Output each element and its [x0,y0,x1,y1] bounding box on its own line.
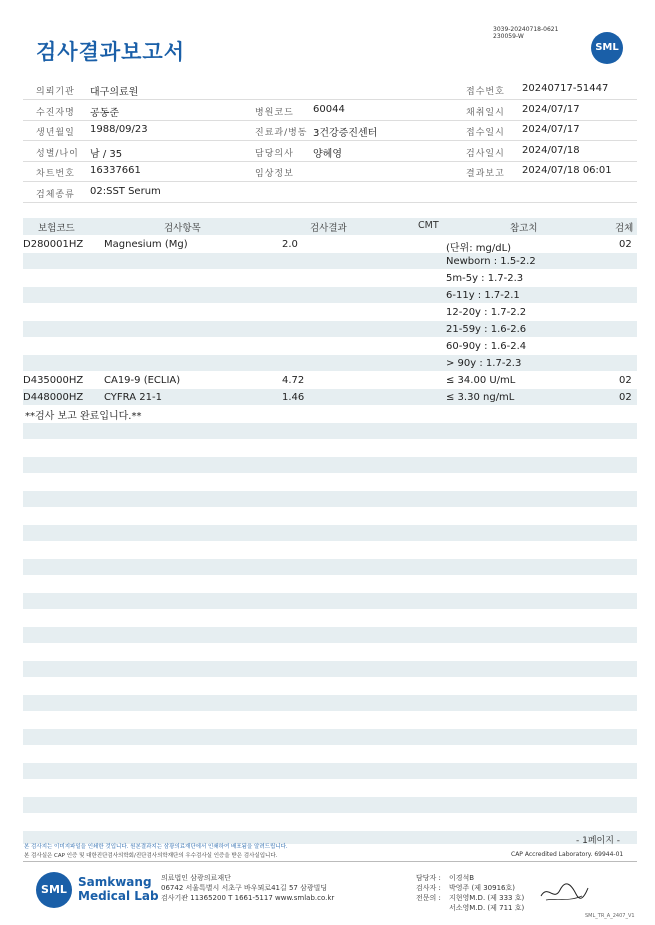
col-header-result: 검사결과 [310,223,347,234]
table-stripe [23,423,637,439]
logo-line-2: Medical Lab [78,889,159,903]
info-value: 남 / 35 [90,149,123,160]
info-label: 병원코드 [255,108,294,118]
col-header-code: 보험코드 [38,223,75,234]
staff-value: 이경석B [449,874,475,882]
table-stripe [23,253,637,269]
table-stripe [23,695,637,711]
form-code: SML_TR_A_2407_V1 [585,913,635,919]
info-row-divider [23,161,637,162]
info-label: 수진자명 [36,108,75,118]
info-label: 검체종류 [36,190,75,200]
cell-ref: (단위: mg/dL) [446,243,512,254]
cell-ref: Newborn : 1.5-2.2 [446,256,536,267]
table-stripe [23,797,637,813]
table-stripe [23,729,637,745]
col-header-cmt: CMT [418,220,439,231]
staff-line [416,873,524,883]
cell-specimen: 02 [619,239,632,250]
org-info [161,873,334,903]
staff-label: 검사자 : [416,884,441,892]
cell-ref: 12-20y : 1.7-2.2 [446,307,527,318]
info-value: 3건강증진센터 [313,128,378,139]
info-value: 20240717-51447 [522,83,609,94]
staff-value: 박영주 (제 30916호) [449,884,515,892]
cell-item: CYFRA 21-1 [104,392,162,403]
info-row-divider [23,99,637,100]
cell-ref: 5m-5y : 1.7-2.3 [446,273,524,284]
cell-item: CA19-9 (ECLIA) [104,375,181,386]
info-value: 2024/07/18 [522,145,580,156]
cell-ref: 6-11y : 1.7-2.1 [446,290,520,301]
info-value: 2024/07/17 [522,124,580,135]
info-row-divider [23,202,637,203]
table-stripe [23,491,637,507]
table-stripe [23,525,637,541]
info-value: 60044 [313,104,345,115]
staff-label: 전문의 : [416,894,441,902]
info-label: 채취일시 [466,108,505,118]
info-value: 대구의료원 [90,87,139,98]
staff-info [416,873,524,913]
footer-logo-text [78,875,159,903]
cell-result: 1.46 [282,392,305,403]
org-contact: 검사기관 11365200 T 1661-5117 www.smlab.co.kr [161,894,335,902]
document-id-line1: 3039-20240718-0621 [493,26,559,33]
table-stripe [23,457,637,473]
info-label: 차트번호 [36,169,75,179]
staff-line [416,893,524,903]
info-label: 접수번호 [466,87,505,97]
staff-value: 지현영M.D. (제 333 호) [449,894,525,902]
org-name: 의료법인 삼광의료재단 [161,874,231,882]
info-label: 결과보고 [466,169,505,179]
table-stripe [23,593,637,609]
info-label: 성별/나이 [36,149,79,159]
footer-divider [23,861,637,862]
staff-line [416,883,524,893]
info-value: 02:SST Serum [90,186,161,197]
cell-specimen: 02 [619,392,632,403]
table-stripe [23,355,637,371]
info-row-divider [23,140,637,141]
table-stripe [23,627,637,643]
info-label: 접수일시 [466,128,505,138]
sml-logo: SML [591,32,623,64]
staff-value: 서소영M.D. (제 711 호) [449,904,525,912]
report-complete-note: **검사 보고 완료입니다.** [25,411,142,422]
cell-ref: ≤ 3.30 ng/mL [446,392,515,403]
table-stripe [23,321,637,337]
cell-result: 2.0 [282,239,298,250]
cell-item: Magnesium (Mg) [104,239,188,250]
cell-code: D448000HZ [23,392,84,403]
cell-ref: ≤ 34.00 U/mL [446,375,516,386]
info-label: 생년월일 [36,128,75,138]
notice-line-1: 본 검사지는 이미지파일을 인쇄한 것입니다. 원본결과지는 삼광의료재단에서 인쇄하여 배포됨을 알려드립니다. [24,844,288,850]
info-label: 의뢰기관 [36,87,75,97]
document-id-line2: 230059-W [493,33,524,40]
info-value: 1988/09/23 [90,124,148,135]
info-value: 공동준 [90,108,119,119]
staff-label: 담당자 : [416,874,441,882]
info-value: 16337661 [90,165,141,176]
info-row-divider [23,181,637,182]
info-value: 2024/07/17 [522,104,580,115]
col-header-item: 검사항목 [164,223,201,234]
cell-code: D280001HZ [23,239,84,250]
table-stripe [23,661,637,677]
table-stripe [23,763,637,779]
footer-sml-logo-icon: SML [36,872,72,908]
info-value: 양혜영 [313,149,342,160]
table-stripe [23,287,637,303]
cell-ref: 21-59y : 1.6-2.6 [446,324,527,335]
signature-mark [538,878,590,906]
logo-line-1: Samkwang [78,875,152,889]
cap-accreditation: CAP Accredited Laboratory. 69944-01 [511,851,624,858]
page-number: - 1페이지 - [576,836,621,846]
info-label: 진료과/병동 [255,128,308,138]
col-header-ref: 참고치 [510,223,538,234]
page-title: 검사결과보고서 [36,40,186,64]
info-label: 검사일시 [466,149,505,159]
table-stripe [23,559,637,575]
info-value: 2024/07/18 06:01 [522,165,612,176]
cell-ref: > 90y : 1.7-2.3 [446,358,522,369]
col-header-specimen: 검체 [615,223,634,234]
info-row-divider [23,120,637,121]
cell-code: D435000HZ [23,375,84,386]
cell-ref: 60-90y : 1.6-2.4 [446,341,527,352]
document-id [493,26,558,40]
cell-specimen: 02 [619,375,632,386]
cell-result: 4.72 [282,375,305,386]
info-label: 담당의사 [255,149,294,159]
staff-line [416,903,524,913]
info-label: 임상정보 [255,169,294,179]
org-address: 06742 서울특별시 서초구 바우뫼로41길 57 삼광빌딩 [161,884,328,892]
notice-line-2: 본 검사실은 CAP 인증 및 대한진단검사의학회/진단검사의학재단의 우수검사실 인증을 받은 검사실입니다. [24,853,278,859]
